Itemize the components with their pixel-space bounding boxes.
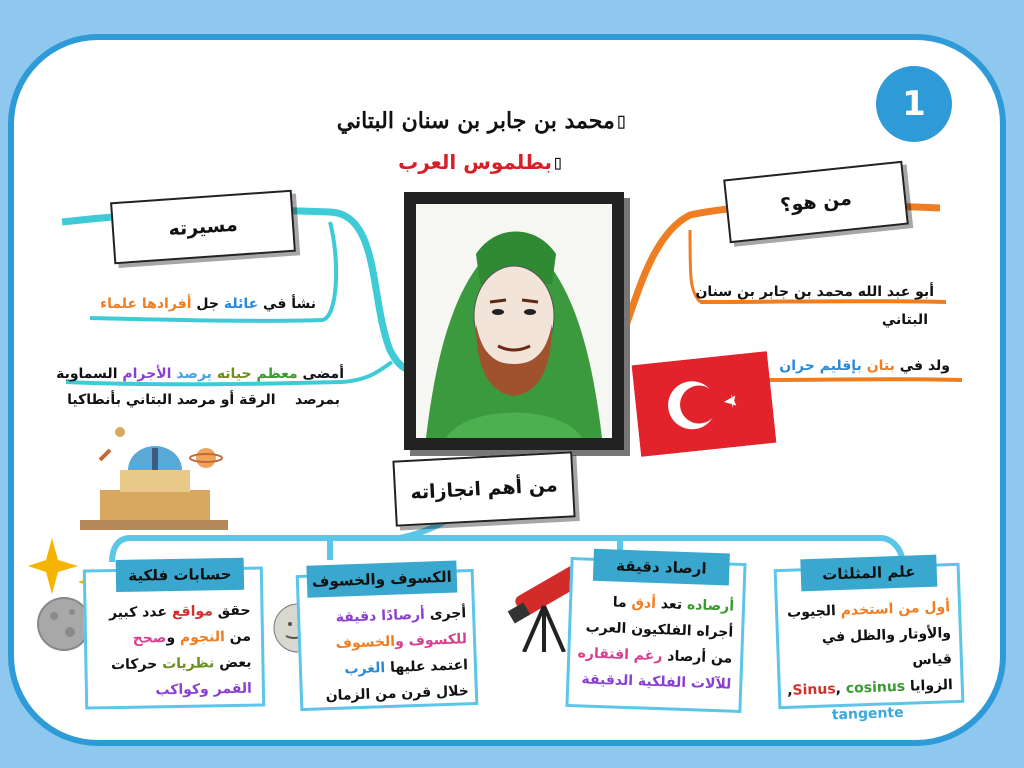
card-trig-line-1: أول من استخدم الجيوب bbox=[786, 599, 951, 621]
card-observ-body bbox=[567, 588, 735, 698]
page-number-badge: 1 bbox=[876, 66, 952, 142]
who-line-3: ولد في بتان بإقليم حران bbox=[779, 358, 950, 374]
card-astronomical-calculations bbox=[83, 566, 265, 709]
subtitle-text: بطلموس العرب bbox=[398, 150, 552, 174]
who-line-2: البتاني bbox=[881, 312, 928, 328]
card-trig-title: علم المثلثات bbox=[800, 555, 937, 592]
card-observ-title: ارصاد دقيقة bbox=[593, 549, 730, 586]
who-sub-line-2 bbox=[760, 379, 962, 380]
card-eclipse-body bbox=[300, 600, 470, 710]
portrait-image bbox=[416, 204, 612, 438]
card-calc-body bbox=[90, 598, 252, 705]
title-text: محمد بن جابر بن سنان البتاني bbox=[336, 108, 615, 134]
branch-career-label: مسيرته bbox=[110, 190, 296, 265]
career-line-3: بمرصد الرقة أو مرصد البتاني بأنطاكيا bbox=[67, 392, 340, 408]
career-line-2: أمضى معظم حياته يرصد الأجرام السماوية bbox=[56, 366, 344, 382]
card-eclipse-line-2: للكسوف والخسوف bbox=[335, 631, 468, 652]
card-calc-line-3: بعض نظريات حركات bbox=[110, 654, 252, 674]
observatory-illustration-icon bbox=[80, 420, 228, 530]
card-trig-line-3: الزوايا Sinus, cosinus, bbox=[786, 677, 954, 699]
card-observ-line-4: للآلات الفلكية الدقيقة bbox=[581, 671, 732, 693]
page-title: ▯محمد بن جابر بن سنان البتاني bbox=[336, 108, 628, 134]
who-line-1: أبو عبد الله محمد بن جابر بن سنان bbox=[695, 284, 934, 300]
portrait-frame bbox=[404, 192, 624, 450]
card-eclipse-line-4: خلال قرن من الزمان bbox=[325, 683, 470, 705]
card-precise-observations bbox=[565, 557, 746, 713]
card-trig-line-2: والأوتار والظل في قياس bbox=[821, 625, 953, 669]
card-eclipse-title: الكسوف والخسوف bbox=[306, 561, 457, 598]
card-observ-line-2: أجراه الفلكيون العرب bbox=[585, 619, 734, 641]
scholar-portrait-icon bbox=[416, 204, 612, 438]
card-trigonometry bbox=[774, 562, 965, 724]
card-trig-body bbox=[778, 594, 954, 730]
card-eclipse-line-1: أجرى أرصادًا دقيقة bbox=[335, 605, 467, 626]
card-observ-line-1: أرصاده تعد أدق ما bbox=[612, 594, 735, 615]
branch-achievements-label: من أهم انجازاته bbox=[392, 451, 575, 526]
branch-who-label: من هو؟ bbox=[723, 161, 909, 243]
card-calc-line-2: من النجوم وصحح bbox=[132, 628, 252, 647]
who-sub-line-1 bbox=[700, 301, 946, 302]
card-observ-line-3: من أرصاد رغم افتقاره bbox=[577, 645, 733, 667]
card-eclipse bbox=[296, 569, 479, 711]
card-eclipse-line-3: اعتمد عليها الغرب bbox=[344, 657, 469, 678]
card-trig-line-4: tangente bbox=[831, 704, 904, 724]
card-calc-line-4: القمر وكواكب bbox=[155, 680, 253, 699]
card-calc-title: حسابات فلكية bbox=[116, 558, 245, 592]
card-calc-line-1: حقق مواقع عدد كبير bbox=[108, 602, 251, 622]
page-subtitle: ▯بطلموس العرب bbox=[398, 150, 564, 174]
turkey-flag-icon bbox=[632, 351, 777, 457]
career-line-1: نشأ في عائلة جل أفرادها علماء bbox=[99, 296, 316, 312]
